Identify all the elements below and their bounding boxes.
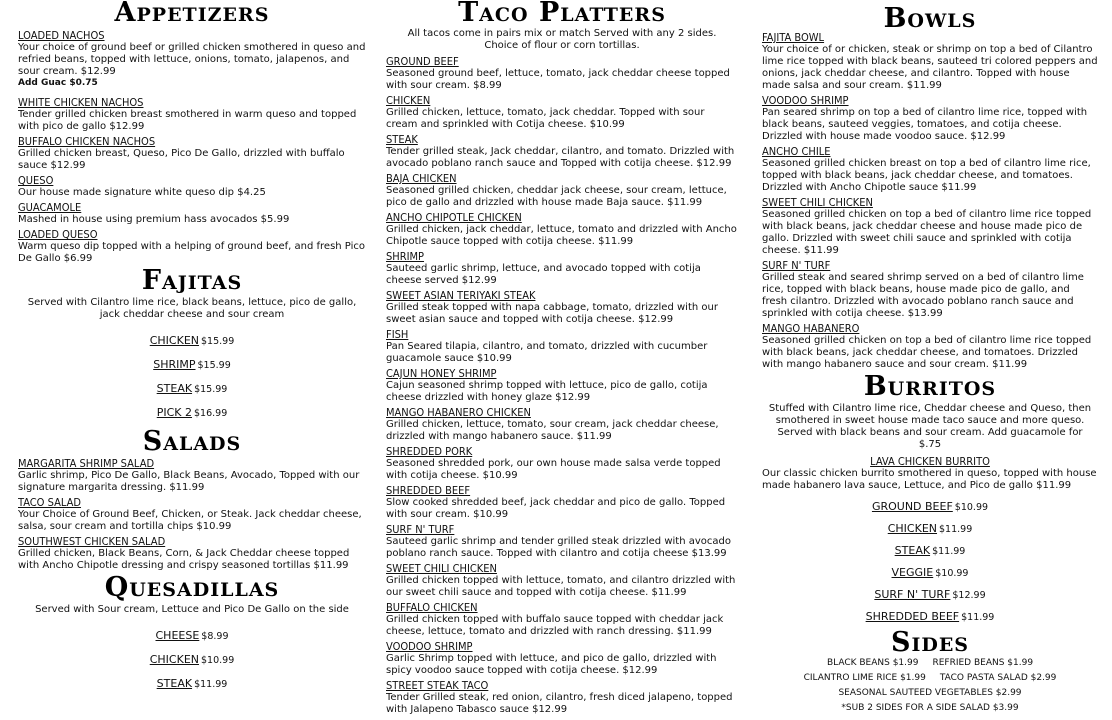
item-description: Tender grilled steak, Jack cheddar, cilantro, and tomato. Drizzled with avocado poblano ranch sauce and Topped with cotija cheese. $12.99 (386, 146, 735, 169)
section-intro: Served with Sour cream, Lettuce and Pico De Gallo on the side (35, 604, 349, 615)
item-description: Mashed in house using premium hass avocados $5.99 (18, 214, 290, 225)
item-name: CHICKEN (149, 334, 200, 347)
item-name: CHICKEN (887, 522, 938, 535)
item-description: Sauteed garlic shrimp, lettuce, and avocado topped with cotija cheese served $12.99 (386, 263, 701, 286)
price-item (762, 589, 1098, 602)
price-item (762, 523, 1098, 536)
item-price: $11.99 (932, 546, 966, 557)
item-name: FISH (386, 328, 409, 341)
item-name: GUACAMOLE (18, 201, 82, 214)
section-title-quesadillas: Quesadillas (104, 572, 280, 603)
item-description: Grilled chicken breast, Queso, Pico De Gallo, drizzled with buffalo sauce $12.99 (18, 148, 345, 171)
item-name: SOUTHWEST CHICKEN SALAD (18, 535, 166, 548)
item-name: MANGO HABANERO (762, 322, 860, 335)
menu-item (386, 563, 738, 599)
item-description: Garlic Shrimp topped with lettuce, and pico de gallo, drizzled with spicy voodoo sauce topped with cotija cheese. $12.99 (386, 653, 717, 676)
item-description: Grilled chicken, lettuce, tomato, sour cream, jack cheddar cheese, drizzled with mango habanero sauce. $11.99 (386, 419, 719, 442)
item-description: Warm queso dip topped with a helping of ground beef, and fresh Pico De Gallo $6.99 (18, 241, 365, 264)
item-name: STEAK (156, 382, 193, 395)
menu-item (386, 680, 738, 716)
item-description: Your choice of ground beef or grilled chicken smothered in queso and refried beans, topped with lettuce, onions, tomato, jalapenos, and sour cream. $12.99 (18, 42, 366, 77)
menu-item (386, 602, 738, 638)
menu-item (18, 175, 366, 199)
menu-item (386, 251, 738, 287)
menu-item (18, 458, 366, 494)
item-name: ANCHO CHIPOTLE CHICKEN (386, 211, 522, 224)
section-intro: All tacos come in pairs mix or match Served with any 2 sides. Choice of flour or corn tortillas. (407, 28, 717, 51)
item-name: GROUND BEEF (386, 55, 459, 68)
featured-item (762, 456, 1098, 492)
section-title-appetizers: Appetizers (114, 0, 270, 28)
item-price: $11.99 (194, 679, 228, 690)
menu-item (386, 56, 738, 92)
item-description: Seasoned grilled chicken breast on top a bed of cilantro lime rice, topped with black beans, jack cheddar cheese, and tomatoes. Drizzled with Ancho Chipotle sauce $11.99 (762, 158, 1091, 193)
item-name: VEGGIE (891, 566, 934, 579)
side-item: SEASONAL SAUTEED VEGETABLES $2.99 (838, 688, 1022, 698)
item-name: QUESO (18, 174, 54, 187)
item-description: Tender grilled chicken breast smothered in warm queso and topped with pico de gallo $12.99 (18, 109, 357, 132)
sides-note (762, 703, 1098, 714)
item-description: Seasoned grilled chicken on top a bed of cilantro lime rice topped with black beans, jack cheddar cheese, and tomatoes. Drizzled with mango habanero sauce and sour cream. $11.99 (762, 335, 1092, 370)
item-description: Grilled steak topped with napa cabbage, tomato, drizzled with our sweet asian sauce and topped with cotija cheese. $12.99 (386, 302, 718, 325)
menu-item (386, 95, 738, 131)
item-name: SWEET CHILI CHICKEN (762, 196, 873, 209)
section-title-sides: Sides (890, 627, 970, 658)
section-intro: Served with Cilantro lime rice, black beans, lettuce, pico de gallo, jack cheddar cheese and sour cream (27, 297, 357, 320)
menu-item (762, 32, 1098, 92)
section-title-fajitas: Fajitas (141, 265, 243, 296)
item-name: CAJUN HONEY SHRIMP (386, 367, 497, 380)
item-addon: Add Guac $0.75 (18, 78, 98, 88)
item-name: LAVA CHICKEN BURRITO (870, 455, 990, 468)
price-item (18, 383, 366, 396)
item-description: Seasoned grilled chicken, cheddar jack cheese, sour cream, lettuce, pico de gallo and drizzled with house made Baja sauce. $11.99 (386, 185, 727, 208)
price-item (762, 567, 1098, 580)
menu-item (386, 446, 738, 482)
side-item: REFRIED BEANS $1.99 (932, 658, 1034, 668)
item-name: SHREDDED BEEF (386, 484, 471, 497)
item-name: VOODOO SHRIMP (762, 94, 849, 107)
item-name: LOADED QUESO (18, 228, 98, 241)
side-item: TACO PASTA SALAD $2.99 (939, 673, 1057, 683)
item-price: $15.99 (201, 336, 235, 347)
item-description: Grilled chicken topped with lettuce, tomato, and cilantro drizzled with our sweet chili sauce and topped with cotija cheese. $11.99 (386, 575, 736, 598)
item-description: Grilled chicken, lettuce, tomato, jack cheddar. Topped with sour cream and sprinkled with Cotija cheese. $10.99 (386, 107, 705, 130)
menu-item (386, 134, 738, 170)
item-name: SURF N' TURF (874, 588, 951, 601)
item-description: Seasoned shredded pork, our own house made salsa verde topped with cotija cheese. $10.99 (386, 458, 721, 481)
menu-item (762, 197, 1098, 257)
side-item: *SUB 2 SIDES FOR A SIDE SALAD $3.99 (841, 703, 1019, 713)
item-description: Grilled chicken, jack cheddar, lettuce, tomato and drizzled with Ancho Chipotle sauce topped with cotija cheese. $11.99 (386, 224, 737, 247)
item-name: STEAK (386, 133, 418, 146)
item-price: $11.99 (961, 612, 995, 623)
menu-item (762, 95, 1098, 143)
item-description: Your choice of or chicken, steak or shrimp on top a bed of Cilantro lime rice topped with black beans, sauteed tri colored peppers and onions, jack cheddar cheese, and cilantro. Topped with house made salsa and sour cream. $11.99 (762, 44, 1098, 91)
menu-item (386, 368, 738, 404)
sides-row (762, 688, 1098, 699)
item-price: $10.99 (954, 502, 989, 513)
item-description: Slow cooked shredded beef, jack cheddar and pico de gallo. Topped with sour cream. $10.99 (386, 497, 726, 520)
menu-item (386, 407, 738, 443)
price-item (762, 545, 1098, 558)
item-name: SURF N' TURF (386, 523, 455, 536)
side-item: BLACK BEANS $1.99 (826, 658, 919, 668)
item-name: ANCHO CHILE (762, 145, 831, 158)
price-item (18, 359, 366, 372)
item-name: STEAK (894, 544, 931, 557)
item-description: Sauteed garlic shrimp and tender grilled steak drizzled with avocado poblano ranch sauce. Topped with cilantro and cotija cheese $13.99 (386, 536, 731, 559)
item-name: GROUND BEEF (871, 500, 953, 513)
item-price: $11.99 (939, 524, 973, 535)
menu-column-right (762, 0, 1098, 720)
item-name: BUFFALO CHICKEN NACHOS (18, 135, 156, 148)
item-description: Grilled steak and seared shrimp served on a bed of cilantro lime rice, topped with black beans, house made pico de gallo, and fresh cilantro. Drizzled with avocado poblano ranch sauce and sprinkled with cotija cheese. $13.99 (762, 272, 1084, 319)
price-item (18, 654, 366, 667)
item-description: Your Choice of Ground Beef, Chicken, or Steak. Jack cheddar cheese, salsa, sour cream and tortilla chips $10.99 (18, 509, 362, 532)
item-description: Pan seared shrimp on top a bed of cilantro lime rice, topped with black beans, sauteed veggies, tomatoes, and cotija cheese. Drizzled with house made voodoo sauce. $12.99 (762, 107, 1088, 142)
item-description: Tender Grilled steak, red onion, cilantro, fresh diced jalapeno, topped with Jalapeno Tabasco sauce $12.99 (386, 692, 733, 715)
item-name: VOODOO SHRIMP (386, 640, 473, 653)
item-description: Seasoned grilled chicken on top a bed of cilantro lime rice topped with black beans, jack cheddar cheese and house made pico de gallo. Drizzled with sweet chili sauce and sprinkled with cotija cheese. $11.99 (762, 209, 1092, 256)
menu-item (18, 97, 366, 133)
item-description: Cajun seasoned shrimp topped with lettuce, pico de gallo, cotija cheese drizzled with honey glaze $12.99 (386, 380, 708, 403)
item-description: Garlic shrimp, Pico De Gallo, Black Beans, Avocado, Topped with our signature margarita dressing. $11.99 (18, 470, 360, 493)
price-item (762, 611, 1098, 624)
menu-item (386, 524, 738, 560)
item-name: SHRIMP (386, 250, 425, 263)
menu-column-left (18, 0, 366, 720)
menu-item (762, 323, 1098, 371)
price-item (18, 407, 366, 420)
section-title-salads: Salads (142, 426, 242, 457)
menu-item (762, 146, 1098, 194)
menu-item (386, 641, 738, 677)
menu-item (18, 497, 366, 533)
item-name: SHRIMP (153, 358, 196, 371)
sides-row (762, 658, 1098, 669)
item-name: SHREDDED PORK (386, 445, 473, 458)
item-price: $15.99 (194, 384, 228, 395)
item-description: Seasoned ground beef, lettuce, tomato, jack cheddar cheese topped with sour cream. $8.99 (386, 68, 730, 91)
item-name: STEAK (156, 677, 193, 690)
item-name: BAJA CHICKEN (386, 172, 457, 185)
item-name: FAJITA BOWL (762, 31, 825, 44)
item-name: SURF N' TURF (762, 259, 831, 272)
item-description: Pan Seared tilapia, cilantro, and tomato, drizzled with cucumber guacamole sauce $10.99 (386, 341, 708, 364)
item-price: $10.99 (935, 568, 969, 579)
item-name: BUFFALO CHICKEN (386, 601, 478, 614)
section-title-taco-platters: Taco Platters (458, 0, 666, 28)
menu-item (386, 290, 738, 326)
menu-item (18, 136, 366, 172)
item-description: Our house made signature white queso dip $4.25 (18, 187, 266, 198)
item-name: MARGARITA SHRIMP SALAD (18, 457, 155, 470)
menu-item (18, 202, 366, 226)
section-title-burritos: Burritos (863, 371, 997, 402)
price-item (18, 678, 366, 691)
price-item (762, 501, 1098, 514)
price-item (18, 335, 366, 348)
item-description: Grilled chicken topped with buffalo sauce topped with cheddar jack cheese, lettuce, tomato and drizzled with ranch dressing. $11.99 (386, 614, 724, 637)
menu-item (386, 173, 738, 209)
item-name: STREET STEAK TACO (386, 679, 489, 692)
menu-item (386, 329, 738, 365)
item-name: WHITE CHICKEN NACHOS (18, 96, 144, 109)
menu-item (18, 536, 366, 572)
menu-item (18, 229, 366, 265)
section-title-bowls: Bowls (883, 3, 977, 34)
item-name: MANGO HABANERO CHICKEN (386, 406, 531, 419)
item-name: TACO SALAD (18, 496, 82, 509)
item-price: $8.99 (201, 631, 229, 642)
item-name: PICK 2 (156, 406, 193, 419)
menu-item (762, 260, 1098, 320)
section-intro: Stuffed with Cilantro lime rice, Cheddar cheese and Queso, then smothered in sweet house made taco sauce and more queso. Served with black beans and sour cream. Add guacamole for $.75 (768, 403, 1092, 450)
item-name: SHREDDED BEEF (865, 610, 960, 623)
item-name: CHICKEN (149, 653, 200, 666)
item-description: Grilled chicken, Black Beans, Corn, & Jack Cheddar cheese topped with Ancho Chipotle dressing and crispy seasoned tortillas $11.99 (18, 548, 350, 571)
taco-platters-list (386, 56, 738, 716)
item-name: SWEET ASIAN TERIYAKI STEAK (386, 289, 536, 302)
item-price: $16.99 (194, 408, 228, 419)
sides-row (762, 673, 1098, 684)
item-price: $12.99 (952, 590, 986, 601)
menu-item (18, 30, 366, 89)
item-name: CHICKEN (386, 94, 431, 107)
item-price: $10.99 (201, 655, 235, 666)
item-price: $15.99 (197, 360, 231, 371)
menu-column-center (386, 0, 738, 720)
menu-item (386, 212, 738, 248)
side-item: CILANTRO LIME RICE $1.99 (803, 673, 926, 683)
price-item (18, 630, 366, 643)
menu-item (386, 485, 738, 521)
item-name: LOADED NACHOS (18, 29, 105, 42)
item-name: CHEESE (155, 629, 200, 642)
item-description: Our classic chicken burrito smothered in queso, topped with house made habanero lava sauce, Lettuce, and Pico de gallo $11.99 (762, 468, 1097, 491)
item-name: SWEET CHILI CHICKEN (386, 562, 497, 575)
